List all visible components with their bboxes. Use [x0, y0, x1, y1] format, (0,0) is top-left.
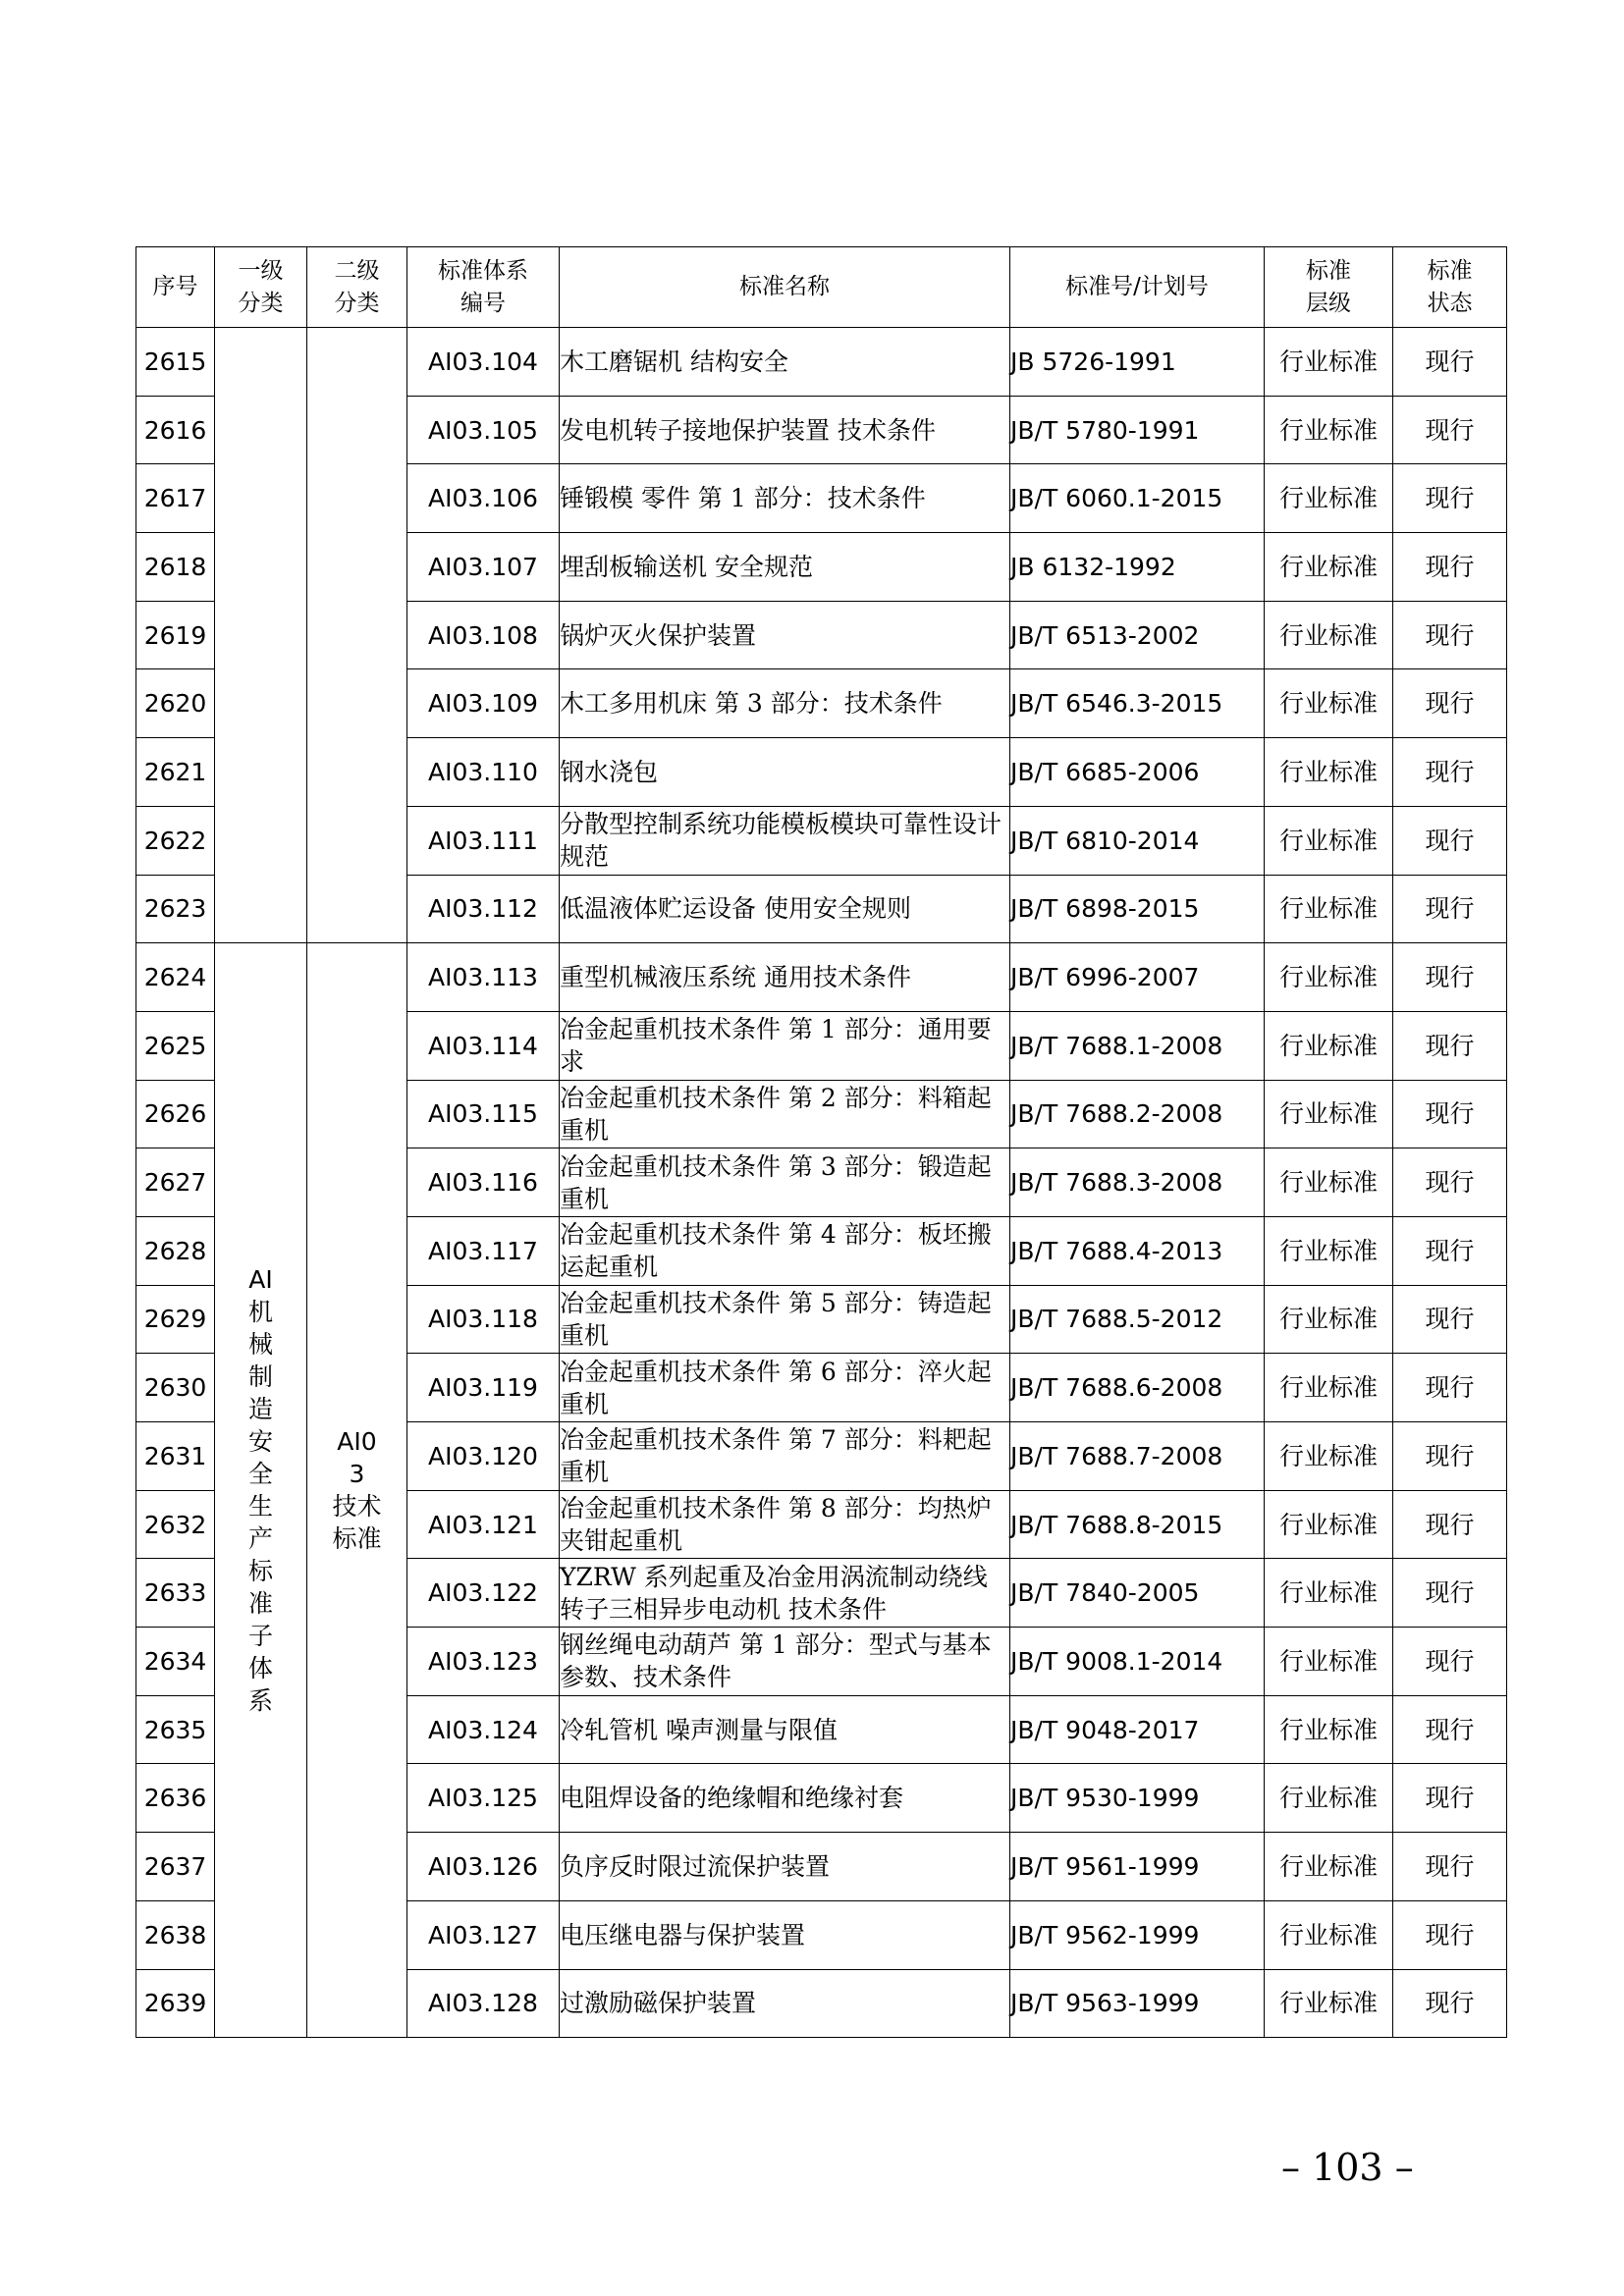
standard-status-cell: 现行: [1393, 464, 1507, 533]
standard-status-cell: 现行: [1393, 1695, 1507, 1764]
serial-no-cell: 2631: [136, 1422, 215, 1491]
standard-level-cell: 行业标准: [1265, 1900, 1393, 1969]
standard-name-cell: 冶金起重机技术条件 第 5 部分：铸造起重机: [560, 1285, 1010, 1354]
system-code-cell: AI03.126: [407, 1833, 560, 1901]
standard-status-cell: 现行: [1393, 669, 1507, 738]
standard-name-cell: 电压继电器与保护装置: [560, 1900, 1010, 1969]
standard-level-cell: 行业标准: [1265, 738, 1393, 807]
system-code-cell: AI03.124: [407, 1695, 560, 1764]
header-standard-level: 标准层级: [1265, 247, 1393, 328]
standard-id-cell: JB/T 6546.3-2015: [1010, 669, 1265, 738]
standard-id-cell: JB/T 6513-2002: [1010, 601, 1265, 669]
system-code-cell: AI03.113: [407, 943, 560, 1012]
standard-id-cell: JB/T 6996-2007: [1010, 943, 1265, 1012]
standard-level-cell: 行业标准: [1265, 1285, 1393, 1354]
system-code-cell: AI03.118: [407, 1285, 560, 1354]
standard-name-cell: 冶金起重机技术条件 第 2 部分：料箱起重机: [560, 1080, 1010, 1148]
standard-name-cell: 冶金起重机技术条件 第 6 部分：淬火起重机: [560, 1354, 1010, 1422]
standard-level-cell: 行业标准: [1265, 1490, 1393, 1559]
standard-name-cell: 冶金起重机技术条件 第 1 部分：通用要求: [560, 1011, 1010, 1080]
serial-no-cell: 2617: [136, 464, 215, 533]
level1-category-code: AI: [248, 1265, 273, 1295]
standard-status-cell: 现行: [1393, 875, 1507, 943]
standard-level-cell: 行业标准: [1265, 1969, 1393, 2038]
header-serial-no: 序号: [136, 247, 215, 328]
system-code-cell: AI03.110: [407, 738, 560, 807]
standard-id-cell: JB/T 9563-1999: [1010, 1969, 1265, 2038]
standard-level-cell: 行业标准: [1265, 464, 1393, 533]
standard-name-cell: 冶金起重机技术条件 第 7 部分：料耙起重机: [560, 1422, 1010, 1491]
standard-status-cell: 现行: [1393, 806, 1507, 875]
standard-status-cell: 现行: [1393, 1833, 1507, 1901]
system-code-cell: AI03.128: [407, 1969, 560, 2038]
header-standard-id: 标准号/计划号: [1010, 247, 1265, 328]
system-code-cell: AI03.108: [407, 601, 560, 669]
standard-status-cell: 现行: [1393, 1011, 1507, 1080]
standard-status-cell: 现行: [1393, 1764, 1507, 1833]
standard-id-cell: JB 6132-1992: [1010, 533, 1265, 602]
standard-status-cell: 现行: [1393, 1422, 1507, 1491]
system-code-cell: AI03.121: [407, 1490, 560, 1559]
standard-id-cell: JB/T 7688.6-2008: [1010, 1354, 1265, 1422]
system-code-cell: AI03.117: [407, 1216, 560, 1285]
standard-status-cell: 现行: [1393, 396, 1507, 464]
system-code-cell: AI03.115: [407, 1080, 560, 1148]
standard-name-cell: 冷轧管机 噪声测量与限值: [560, 1695, 1010, 1764]
serial-no-cell: 2635: [136, 1695, 215, 1764]
standard-level-cell: 行业标准: [1265, 1354, 1393, 1422]
standard-name-cell: 木工磨锯机 结构安全: [560, 328, 1010, 397]
standard-id-cell: JB/T 6685-2006: [1010, 738, 1265, 807]
standard-level-cell: 行业标准: [1265, 1764, 1393, 1833]
serial-no-cell: 2626: [136, 1080, 215, 1148]
serial-no-cell: 2633: [136, 1559, 215, 1628]
standard-level-cell: 行业标准: [1265, 1422, 1393, 1491]
serial-no-cell: 2639: [136, 1969, 215, 2038]
standard-name-cell: 钢丝绳电动葫芦 第 1 部分：型式与基本参数、技术条件: [560, 1628, 1010, 1696]
standard-level-cell: 行业标准: [1265, 533, 1393, 602]
standard-name-cell: 冶金起重机技术条件 第 8 部分：均热炉夹钳起重机: [560, 1490, 1010, 1559]
level1-category-cell: [215, 943, 307, 2038]
standard-level-cell: 行业标准: [1265, 1833, 1393, 1901]
standard-id-cell: JB/T 7688.8-2015: [1010, 1490, 1265, 1559]
standard-id-cell: JB/T 9562-1999: [1010, 1900, 1265, 1969]
level1-category-label: [247, 1263, 274, 1717]
standard-status-cell: 现行: [1393, 1900, 1507, 1969]
level2-category-code: AI03: [337, 1427, 377, 1489]
header-level1-category: 一级分类: [215, 247, 307, 328]
standard-level-cell: 行业标准: [1265, 328, 1393, 397]
serial-no-cell: 2628: [136, 1216, 215, 1285]
system-code-cell: AI03.120: [407, 1422, 560, 1491]
standard-level-cell: 行业标准: [1265, 806, 1393, 875]
standard-level-cell: 行业标准: [1265, 1080, 1393, 1148]
standard-name-cell: 过激励磁保护装置: [560, 1969, 1010, 2038]
standard-name-cell: 锅炉灭火保护装置: [560, 601, 1010, 669]
standard-level-cell: 行业标准: [1265, 601, 1393, 669]
serial-no-cell: 2636: [136, 1764, 215, 1833]
system-code-cell: AI03.125: [407, 1764, 560, 1833]
standard-name-cell: 电阻焊设备的绝缘帽和绝缘衬套: [560, 1764, 1010, 1833]
table-row: [136, 943, 1507, 1012]
serial-no-cell: 2619: [136, 601, 215, 669]
system-code-cell: AI03.104: [407, 328, 560, 397]
system-code-cell: AI03.111: [407, 806, 560, 875]
standard-status-cell: 现行: [1393, 1490, 1507, 1559]
system-code-cell: AI03.127: [407, 1900, 560, 1969]
table-row: [136, 328, 1507, 397]
serial-no-cell: 2638: [136, 1900, 215, 1969]
standard-status-cell: 现行: [1393, 1080, 1507, 1148]
standard-status-cell: 现行: [1393, 1148, 1507, 1217]
system-code-cell: AI03.119: [407, 1354, 560, 1422]
standard-level-cell: 行业标准: [1265, 1628, 1393, 1696]
standard-status-cell: 现行: [1393, 1354, 1507, 1422]
standard-id-cell: JB/T 5780-1991: [1010, 396, 1265, 464]
standard-name-cell: 发电机转子接地保护装置 技术条件: [560, 396, 1010, 464]
standard-level-cell: 行业标准: [1265, 943, 1393, 1012]
standard-id-cell: JB/T 7688.7-2008: [1010, 1422, 1265, 1491]
system-code-cell: AI03.105: [407, 396, 560, 464]
standard-level-cell: 行业标准: [1265, 1559, 1393, 1628]
standard-id-cell: JB/T 6810-2014: [1010, 806, 1265, 875]
system-code-cell: AI03.106: [407, 464, 560, 533]
standard-id-cell: JB/T 7688.1-2008: [1010, 1011, 1265, 1080]
serial-no-cell: 2623: [136, 875, 215, 943]
standard-id-cell: JB/T 9048-2017: [1010, 1695, 1265, 1764]
system-code-cell: AI03.109: [407, 669, 560, 738]
standard-name-cell: 低温液体贮运设备 使用安全规则: [560, 875, 1010, 943]
standard-name-cell: 埋刮板输送机 安全规范: [560, 533, 1010, 602]
standard-id-cell: JB/T 7688.3-2008: [1010, 1148, 1265, 1217]
system-code-cell: AI03.112: [407, 875, 560, 943]
level2-category-cell: [307, 943, 407, 2038]
standard-name-cell: 冶金起重机技术条件 第 3 部分：锻造起重机: [560, 1148, 1010, 1217]
standard-status-cell: 现行: [1393, 1559, 1507, 1628]
system-code-cell: AI03.107: [407, 533, 560, 602]
serial-no-cell: 2634: [136, 1628, 215, 1696]
standard-level-cell: 行业标准: [1265, 396, 1393, 464]
standard-id-cell: JB/T 9530-1999: [1010, 1764, 1265, 1833]
level2-category-cell: [307, 328, 407, 943]
level1-category-name: 机械制造安全生产标准子体系: [247, 1298, 273, 1716]
serial-no-cell: 2622: [136, 806, 215, 875]
level2-category-label: [331, 1425, 384, 1555]
standard-level-cell: 行业标准: [1265, 875, 1393, 943]
standard-id-cell: JB/T 7688.2-2008: [1010, 1080, 1265, 1148]
standard-name-cell: 冶金起重机技术条件 第 4 部分：板坯搬运起重机: [560, 1216, 1010, 1285]
serial-no-cell: 2618: [136, 533, 215, 602]
system-code-cell: AI03.122: [407, 1559, 560, 1628]
serial-no-cell: 2624: [136, 943, 215, 1012]
standard-level-cell: 行业标准: [1265, 1148, 1393, 1217]
serial-no-cell: 2621: [136, 738, 215, 807]
standard-level-cell: 行业标准: [1265, 1216, 1393, 1285]
header-standard-name: 标准名称: [560, 247, 1010, 328]
standard-status-cell: 现行: [1393, 1285, 1507, 1354]
system-code-cell: AI03.123: [407, 1628, 560, 1696]
page-number: – 103 –: [1281, 2146, 1414, 2189]
header-standard-status: 标准状态: [1393, 247, 1507, 328]
standard-level-cell: 行业标准: [1265, 1011, 1393, 1080]
serial-no-cell: 2625: [136, 1011, 215, 1080]
standard-id-cell: JB/T 7688.5-2012: [1010, 1285, 1265, 1354]
standard-status-cell: 现行: [1393, 1628, 1507, 1696]
standard-id-cell: JB/T 6898-2015: [1010, 875, 1265, 943]
standard-name-cell: 重型机械液压系统 通用技术条件: [560, 943, 1010, 1012]
standard-status-cell: 现行: [1393, 533, 1507, 602]
standard-name-cell: 锤锻模 零件 第 1 部分：技术条件: [560, 464, 1010, 533]
standard-id-cell: JB/T 7840-2005: [1010, 1559, 1265, 1628]
standard-status-cell: 现行: [1393, 738, 1507, 807]
standard-level-cell: 行业标准: [1265, 669, 1393, 738]
standard-id-cell: JB/T 7688.4-2013: [1010, 1216, 1265, 1285]
standard-name-cell: 分散型控制系统功能模板模块可靠性设计规范: [560, 806, 1010, 875]
standard-id-cell: JB/T 9008.1-2014: [1010, 1628, 1265, 1696]
system-code-cell: AI03.114: [407, 1011, 560, 1080]
serial-no-cell: 2637: [136, 1833, 215, 1901]
header-system-code: 标准体系编号: [407, 247, 560, 328]
standard-name-cell: 负序反时限过流保护装置: [560, 1833, 1010, 1901]
standard-name-cell: 木工多用机床 第 3 部分：技术条件: [560, 669, 1010, 738]
serial-no-cell: 2630: [136, 1354, 215, 1422]
standard-status-cell: 现行: [1393, 1216, 1507, 1285]
standard-id-cell: JB 5726-1991: [1010, 328, 1265, 397]
level2-category-name: 技术标准: [332, 1492, 382, 1554]
serial-no-cell: 2627: [136, 1148, 215, 1217]
standard-name-cell: 钢水浇包: [560, 738, 1010, 807]
standard-level-cell: 行业标准: [1265, 1695, 1393, 1764]
serial-no-cell: 2632: [136, 1490, 215, 1559]
standard-status-cell: 现行: [1393, 328, 1507, 397]
standard-id-cell: JB/T 9561-1999: [1010, 1833, 1265, 1901]
level1-category-cell: [215, 328, 307, 943]
serial-no-cell: 2620: [136, 669, 215, 738]
header-level2-category: 二级分类: [307, 247, 407, 328]
standard-status-cell: 现行: [1393, 943, 1507, 1012]
standard-name-cell: YZRW 系列起重及冶金用涡流制动绕线转子三相异步电动机 技术条件: [560, 1559, 1010, 1628]
standard-status-cell: 现行: [1393, 601, 1507, 669]
standards-table: [135, 246, 1507, 2038]
standard-id-cell: JB/T 6060.1-2015: [1010, 464, 1265, 533]
standard-status-cell: 现行: [1393, 1969, 1507, 2038]
serial-no-cell: 2629: [136, 1285, 215, 1354]
serial-no-cell: 2615: [136, 328, 215, 397]
serial-no-cell: 2616: [136, 396, 215, 464]
table-header-row: [136, 247, 1507, 328]
system-code-cell: AI03.116: [407, 1148, 560, 1217]
